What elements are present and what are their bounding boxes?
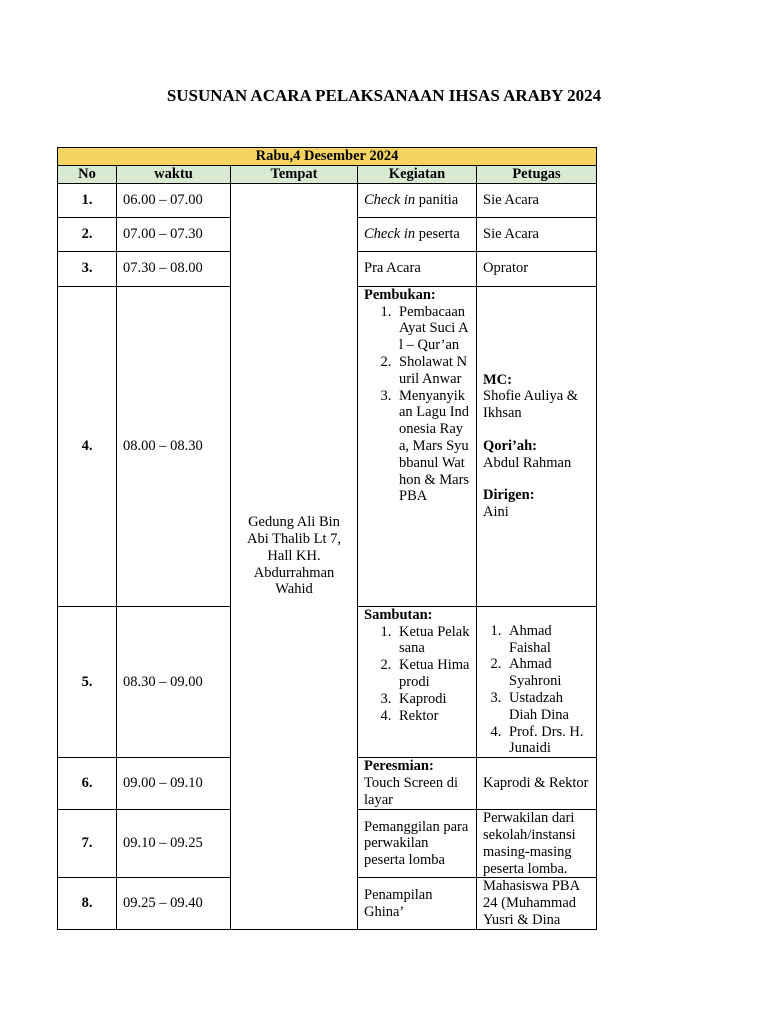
row-number: 8.: [58, 878, 117, 929]
row-activity: Pra Acara: [358, 251, 477, 286]
row-officer: Sie Acara: [477, 217, 597, 251]
activity-text: peserta: [415, 225, 460, 242]
list-item: 1. Ahmad Faishal: [505, 623, 590, 657]
list-item: 2. Ketua Himaprodi: [395, 657, 470, 691]
row-officer: Mahasiswa PBA 24 (Muhammad Yusri & Dina: [477, 878, 597, 929]
list-item: 4. Prof. Drs. H. Junaidi: [505, 724, 590, 758]
row-officer: Kaprodi & Rektor: [477, 758, 597, 810]
header-tempat: Tempat: [231, 166, 358, 184]
row-activity: [358, 217, 477, 251]
list-item: 1. Ketua Pelaksana: [395, 624, 470, 658]
mc-names: Shofie Auliya & Ikhsan: [483, 388, 579, 422]
row-officer: Perwakilan dari sekolah/instansi masing-masing peserta lomba.: [477, 810, 597, 878]
activity-heading: Sambutan:: [364, 606, 433, 623]
row-time: 08.00 – 08.30: [117, 286, 231, 606]
activity-heading: Pembukan:: [364, 286, 436, 303]
list-item: 3. Menyanyikan Lagu Indonesia Raya, Mars Syubbanul Wathon & Mars PBA: [395, 388, 470, 506]
row-activity: [358, 286, 477, 606]
activity-italic: Check in: [364, 225, 416, 242]
qori-label: Qori’ah:: [483, 437, 537, 454]
row-time: 06.00 – 07.00: [117, 183, 231, 217]
activity-italic: Check in: [364, 191, 416, 208]
row-time: 09.00 – 09.10: [117, 758, 231, 810]
venue-cell: [231, 183, 358, 929]
table-row: [58, 183, 597, 217]
row-activity: [358, 758, 477, 810]
row-officer: [477, 606, 597, 757]
list-item: 2. Ahmad Syahroni: [505, 656, 590, 690]
date-row: [58, 148, 597, 166]
activity-text: Touch Screen di layar: [364, 774, 459, 808]
qori-name: Abdul Rahman: [483, 454, 572, 471]
header-no: No: [58, 166, 117, 184]
row-time: 09.10 – 09.25: [117, 810, 231, 878]
header-row: [58, 166, 597, 184]
event-date: Rabu,4 Desember 2024: [58, 148, 597, 166]
row-activity: Pemanggilan para perwakilan peserta lomba: [358, 810, 477, 878]
list-item: 3. Ustadzah Diah Dina: [505, 690, 590, 724]
row-number: 4.: [58, 286, 117, 606]
activity-list: [364, 624, 470, 725]
row-time: 09.25 – 09.40: [117, 878, 231, 929]
dirigen-name: Aini: [483, 504, 509, 521]
dirigen-label: Dirigen:: [483, 487, 535, 504]
agenda-table: [57, 147, 597, 930]
list-item: 3. Kaprodi: [395, 691, 470, 708]
row-number: 1.: [58, 183, 117, 217]
venue-text: Gedung Ali Bin Abi Thalib Lt 7, Hall KH. Abdurrahman Wahid: [247, 514, 341, 598]
row-time: 07.30 – 08.00: [117, 251, 231, 286]
mc-label: MC:: [483, 371, 512, 388]
list-item: 4. Rektor: [395, 708, 470, 725]
header-waktu: waktu: [117, 166, 231, 184]
activity-heading: Peresmian:: [364, 758, 434, 775]
row-activity: Penampilan Ghina’: [358, 878, 477, 929]
row-number: 5.: [58, 606, 117, 757]
row-activity: [358, 606, 477, 757]
header-petugas: Petugas: [477, 166, 597, 184]
row-number: 7.: [58, 810, 117, 878]
list-item: 1. Pembacaan Ayat Suci Al – Qur’an: [395, 304, 470, 354]
header-kegiatan: Kegiatan: [358, 166, 477, 184]
row-number: 2.: [58, 217, 117, 251]
row-officer: [477, 286, 597, 606]
row-number: 3.: [58, 251, 117, 286]
officer-list: [483, 623, 590, 757]
list-item: 2. Sholawat Nuril Anwar: [395, 354, 470, 388]
row-number: 6.: [58, 758, 117, 810]
row-time: 07.00 – 07.30: [117, 217, 231, 251]
row-activity: [358, 183, 477, 217]
row-officer: Oprator: [477, 251, 597, 286]
row-officer: Sie Acara: [477, 183, 597, 217]
activity-list: [364, 304, 470, 506]
row-time: 08.30 – 09.00: [117, 606, 231, 757]
activity-text: panitia: [415, 191, 459, 208]
document-title: SUSUNAN ACARA PELAKSANAAN IHSAS ARABY 2024: [166, 86, 602, 105]
